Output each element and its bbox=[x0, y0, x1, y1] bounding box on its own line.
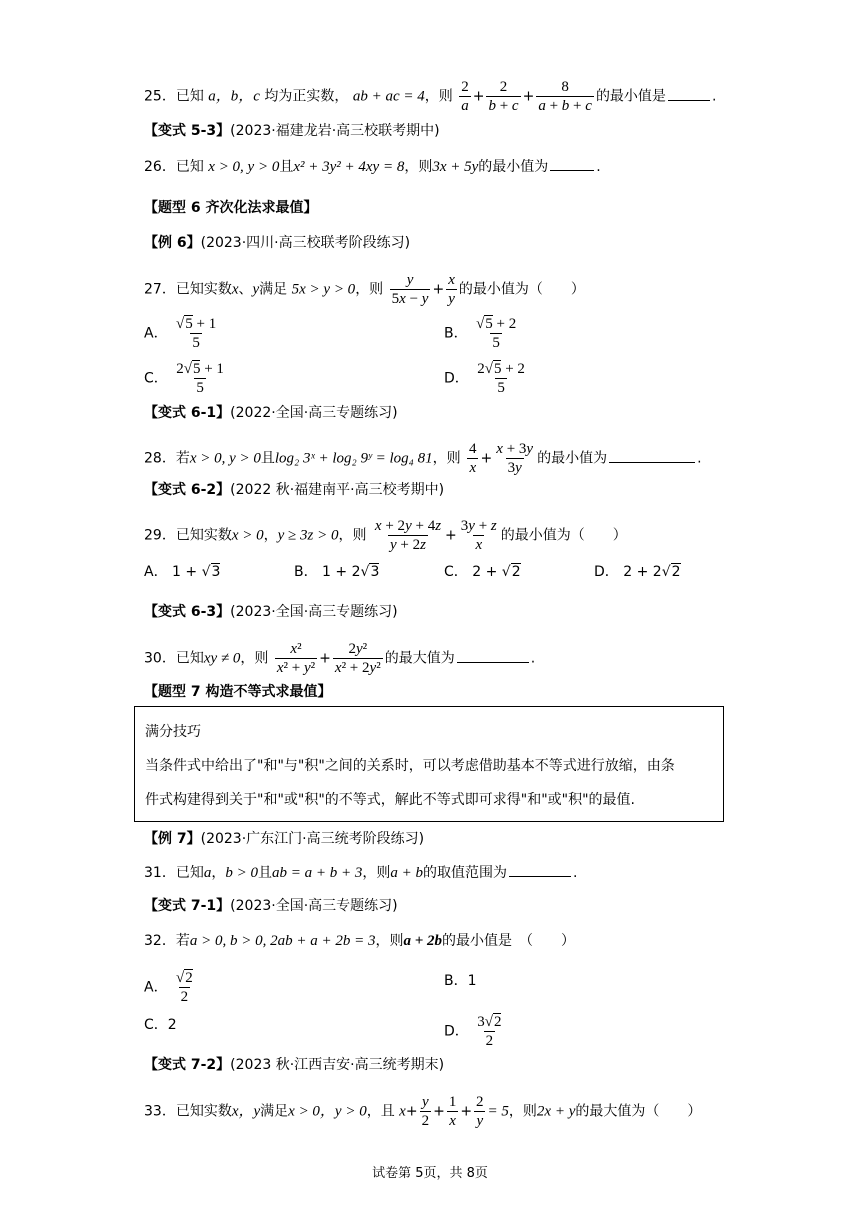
variant-7-2-header bbox=[144, 1056, 444, 1074]
q33-text: 满足 bbox=[260, 1103, 289, 1120]
q33-text3: ，则 bbox=[508, 1103, 537, 1120]
q31-sep: ， bbox=[211, 865, 226, 881]
q29-option-c[interactable]: C． 2 + √2 bbox=[444, 564, 521, 580]
tip-box bbox=[134, 706, 724, 822]
q31-condition: b > 0 bbox=[225, 865, 258, 881]
variant-6-2-header bbox=[144, 481, 444, 499]
option-letter: D． bbox=[594, 564, 619, 580]
q27-text2: ，则 bbox=[355, 281, 384, 298]
variant-5-3-header bbox=[144, 122, 440, 140]
question-32 bbox=[144, 932, 575, 950]
variant-7-1-header bbox=[144, 897, 398, 915]
q33-number: 33．已知实数 bbox=[144, 1103, 232, 1120]
q31-text2: ，则 bbox=[362, 865, 391, 881]
q31-var-a: a bbox=[203, 865, 212, 881]
question-25: 25．已知 a，b，c 均为正实数， ab + ac = 4，则 $\frac{2}{a}$ + $\frac{2}{b + c}$ + $\frac{8}{a + b + c}$ 的最小值是 . bbox=[144, 79, 717, 114]
q27-option-a[interactable] bbox=[144, 316, 220, 351]
q26-expression: 3x + 5y bbox=[432, 159, 479, 175]
q29-text3: 的最小值为（ ） bbox=[500, 527, 627, 544]
variant-source: (2023·福建龙岩·高三校联考期中) bbox=[230, 123, 440, 139]
option-frac: $\frac{√5 + 1}{5}$ bbox=[176, 316, 217, 351]
q28-number: 28．若 bbox=[144, 450, 190, 467]
page-footer: 试卷第 5页，共 8页 bbox=[372, 1166, 488, 1181]
example-7-header bbox=[144, 830, 424, 848]
option-frac: $\frac{2√5 + 1}{5}$ bbox=[176, 361, 224, 396]
q32-number: 32．若 bbox=[144, 933, 190, 949]
variant-6-1-header bbox=[144, 404, 398, 422]
q29-condition-1: x > 0 bbox=[231, 527, 264, 544]
q30-frac-2: $\frac{\text{2y²}}{\text{x² + 2y²}}$ bbox=[334, 641, 381, 676]
q27-sep: 、 bbox=[238, 281, 253, 298]
option-letter: D． bbox=[444, 1023, 469, 1040]
option-letter: A． bbox=[144, 325, 168, 342]
q32-text3: 的最小值是 （ ） bbox=[442, 933, 576, 949]
q33-frac-3: $\frac{2}{y}$ bbox=[476, 1094, 484, 1129]
q31-expression: a + b bbox=[390, 865, 423, 881]
q31-text3: 的取值范围为 bbox=[422, 865, 507, 881]
q31-equation: ab = a + b + 3 bbox=[271, 865, 363, 881]
q31-number: 31．已知 bbox=[144, 865, 204, 881]
type-6-header bbox=[144, 199, 318, 217]
q25-end: . bbox=[711, 88, 717, 105]
type-7-header bbox=[144, 683, 332, 701]
q25-condition: ab + ac = 4 bbox=[352, 88, 425, 105]
q27-var-y: y bbox=[252, 281, 260, 298]
q27-text: 满足 bbox=[259, 281, 288, 298]
q27-frac-1: $\frac{y}{5x - y}$ bbox=[391, 272, 429, 307]
q33-vars: x，y bbox=[231, 1103, 261, 1120]
q26-number: 26．已知 bbox=[144, 159, 204, 175]
question-29: 29．已知实数x > 0，y ≥ 3z > 0，则 $\frac{x + 2y + 4z}{y + 2z}$ + $\frac{3y + z}{x}$ 的最小值为（ ） bbox=[144, 518, 627, 553]
question-30: 30．已知xy ≠ 0，则 $\frac{\text{x²}}{\text{x² + y²}}$ + $\frac{\text{2y²}}{\text{x² + 2y²}}$ 的最大值为 . bbox=[144, 641, 536, 676]
option-letter: C． bbox=[144, 370, 168, 387]
q32-condition: a > 0, b > 0, 2ab + a + 2b = 3 bbox=[189, 933, 376, 949]
variant-label: 【变式 6-2】 bbox=[144, 482, 231, 498]
q28-text2: ，则 bbox=[432, 450, 461, 467]
q33-condition: x > 0，y > 0 bbox=[288, 1103, 367, 1120]
variant-label: 【变式 5-3】 bbox=[144, 123, 231, 139]
q25-text: 均为正实数， bbox=[264, 88, 349, 105]
q25-number: 25．已知 bbox=[144, 88, 204, 105]
q26-equation: x² + 3y² + 4xy = 8 bbox=[293, 159, 405, 175]
q32-option-d[interactable] bbox=[444, 1014, 505, 1049]
q29-number: 29．已知实数 bbox=[144, 527, 232, 544]
question-27: 27．已知实数x、y满足 5x > y > 0，则 $\frac{y}{5x - y}$ + $\frac{x}{y}$ 的最小值为（ ） bbox=[144, 272, 585, 307]
q33-text4: 的最大值为（ ） bbox=[575, 1103, 702, 1120]
q29-frac-2: $\frac{3y + z}{x}$ bbox=[460, 518, 497, 553]
q31-end: . bbox=[572, 865, 578, 881]
question-28: 28．若x > 0, y > 0且log₂ 3ˣ + log₂ 9ʸ = log₄ 81，则 $\frac{4}{x}$ + $\frac{x + 3y}{3y}$ 的最小值为 . bbox=[144, 441, 702, 476]
q32-option-a[interactable] bbox=[144, 970, 197, 1005]
option-letter: C． bbox=[444, 564, 468, 580]
q28-equation: log₂ 3ˣ + log₂ 9ʸ = log₄ 81 bbox=[274, 450, 433, 467]
answer-blank bbox=[509, 876, 571, 877]
q27-var-x: x bbox=[231, 281, 239, 298]
tip-line-2: 件式构建得到关于"和"或"积"的不等式，解此不等式即可求得"和"或"积"的最值. bbox=[145, 792, 635, 808]
q28-text3: 的最小值为 bbox=[537, 450, 608, 467]
example-source: (2023·四川·高三校联考阶段练习) bbox=[200, 235, 411, 251]
option-frac: $\frac{√2}{2}$ bbox=[176, 970, 193, 1005]
variant-source: (2022·全国·高三专题练习) bbox=[230, 405, 398, 421]
variant-source: (2023 秋·江西吉安·高三统考期末) bbox=[230, 1057, 445, 1073]
q29-option-d[interactable]: D． 2 + 2√2 bbox=[594, 564, 681, 580]
type-label: 【题型 7 构造不等式求最值】 bbox=[144, 684, 332, 700]
q29-text2: ，则 bbox=[338, 527, 367, 544]
answer-blank bbox=[668, 100, 710, 101]
variant-source: (2023·全国·高三专题练习) bbox=[230, 898, 398, 914]
tip-line-1: 当条件式中给出了"和"与"积"之间的关系时，可以考虑借助基本不等式进行放缩，由条 bbox=[145, 758, 675, 774]
variant-source: (2023·全国·高三专题练习) bbox=[230, 604, 398, 620]
answer-blank bbox=[609, 462, 695, 463]
q28-condition: x > 0, y > 0 bbox=[189, 450, 261, 467]
question-33: 33．已知实数x，y满足x > 0，y > 0，且 x+ $\frac{y}{2}$ + $\frac{1}{x}$ + $\frac{2}{y}$ = 5，则2x + y的最大值为（ ） bbox=[144, 1094, 702, 1129]
q25-vars: a，b，c bbox=[208, 88, 260, 105]
q33-expression: 2x + y bbox=[536, 1103, 576, 1120]
variant-label: 【变式 7-1】 bbox=[144, 898, 231, 914]
q33-text2: ，且 bbox=[366, 1103, 395, 1120]
q25-text3: 的最小值是 bbox=[595, 88, 666, 105]
example-source: (2023·广东江门·高三统考阶段练习) bbox=[200, 831, 425, 847]
option-letter: A． bbox=[144, 564, 168, 580]
q25-frac-3: $\frac{8}{a + b + c}$ bbox=[538, 79, 592, 114]
q26-text2: ，则 bbox=[404, 159, 433, 175]
option-letter: D． bbox=[444, 370, 469, 387]
variant-6-3-header bbox=[144, 603, 398, 621]
q32-text2: ，则 bbox=[375, 933, 404, 949]
q28-text: 且 bbox=[260, 450, 275, 467]
q27-text3: 的最小值为（ ） bbox=[458, 281, 585, 298]
tip-title: 满分技巧 bbox=[145, 724, 201, 740]
example-label: 【例 6】 bbox=[144, 235, 201, 251]
q27-condition: 5x > y > 0 bbox=[291, 281, 356, 298]
q28-end: . bbox=[697, 450, 702, 467]
option-frac: $\frac{√5 + 2}{5}$ bbox=[476, 316, 517, 351]
option-letter: A． bbox=[144, 979, 168, 996]
q31-text: 且 bbox=[257, 865, 272, 881]
q33-frac-2: $\frac{1}{x}$ bbox=[448, 1094, 457, 1129]
option-letter: C．2 bbox=[144, 1017, 177, 1033]
q28-frac-2: $\frac{x + 3y}{3y}$ bbox=[496, 441, 534, 476]
q29-option-b[interactable]: B． 1 + 2√3 bbox=[294, 564, 380, 580]
option-frac: $\frac{3√2}{2}$ bbox=[477, 1014, 502, 1049]
q30-text3: 的最大值为 bbox=[384, 650, 455, 667]
q26-condition: x > 0, y > 0 bbox=[208, 159, 280, 175]
q30-frac-1: $\frac{\text{x²}}{\text{x² + y²}}$ bbox=[276, 641, 316, 676]
type-label: 【题型 6 齐次化法求最值】 bbox=[144, 200, 318, 216]
q25-frac-1: $\frac{2}{a}$ bbox=[461, 79, 469, 114]
example-label: 【例 7】 bbox=[144, 831, 201, 847]
q26-end: . bbox=[596, 159, 601, 175]
q29-option-a[interactable]: A． 1 + √3 bbox=[144, 564, 221, 580]
q29-frac-1: $\frac{x + 2y + 4z}{y + 2z}$ bbox=[374, 518, 442, 553]
q25-text2: ，则 bbox=[424, 88, 453, 105]
q27-number: 27．已知实数 bbox=[144, 281, 232, 298]
variant-source: (2022 秋·福建南平·高三校考期中) bbox=[230, 482, 445, 498]
q27-option-b[interactable] bbox=[444, 316, 520, 351]
q27-frac-2: $\frac{x}{y}$ bbox=[448, 272, 455, 307]
q27-option-d[interactable] bbox=[444, 361, 529, 396]
q26-text: 且 bbox=[279, 159, 294, 175]
q30-condition: xy ≠ 0 bbox=[203, 650, 241, 667]
answer-blank bbox=[550, 170, 594, 171]
option-letter: B． bbox=[444, 325, 468, 342]
q30-number: 30．已知 bbox=[144, 650, 204, 667]
q32-expression: a + 2b bbox=[403, 933, 443, 949]
q30-text2: ，则 bbox=[240, 650, 269, 667]
question-26 bbox=[144, 158, 601, 176]
variant-label: 【变式 7-2】 bbox=[144, 1057, 231, 1073]
option-letter: B．1 bbox=[444, 973, 477, 989]
q29-condition-2: y ≥ 3z > 0 bbox=[277, 527, 339, 544]
q28-frac-1: $\frac{4}{x}$ bbox=[469, 441, 477, 476]
q29-sep: ， bbox=[263, 527, 278, 544]
option-frac: $\frac{2√5 + 2}{5}$ bbox=[477, 361, 525, 396]
variant-label: 【变式 6-3】 bbox=[144, 604, 231, 620]
q30-end: . bbox=[530, 650, 536, 667]
q32-option-c[interactable] bbox=[144, 1016, 177, 1034]
question-31 bbox=[144, 864, 577, 882]
q27-option-c[interactable] bbox=[144, 361, 228, 396]
variant-label: 【变式 6-1】 bbox=[144, 405, 231, 421]
example-6-header bbox=[144, 234, 410, 252]
answer-blank bbox=[457, 662, 529, 663]
q33-frac-1: $\frac{y}{2}$ bbox=[421, 1094, 430, 1129]
q25-frac-2: $\frac{2}{b + c}$ bbox=[488, 79, 519, 114]
q26-text3: 的最小值为 bbox=[478, 159, 549, 175]
q32-option-b[interactable] bbox=[444, 972, 477, 990]
option-letter: B． bbox=[294, 564, 318, 580]
q33-equation-end: = 5 bbox=[487, 1103, 509, 1120]
